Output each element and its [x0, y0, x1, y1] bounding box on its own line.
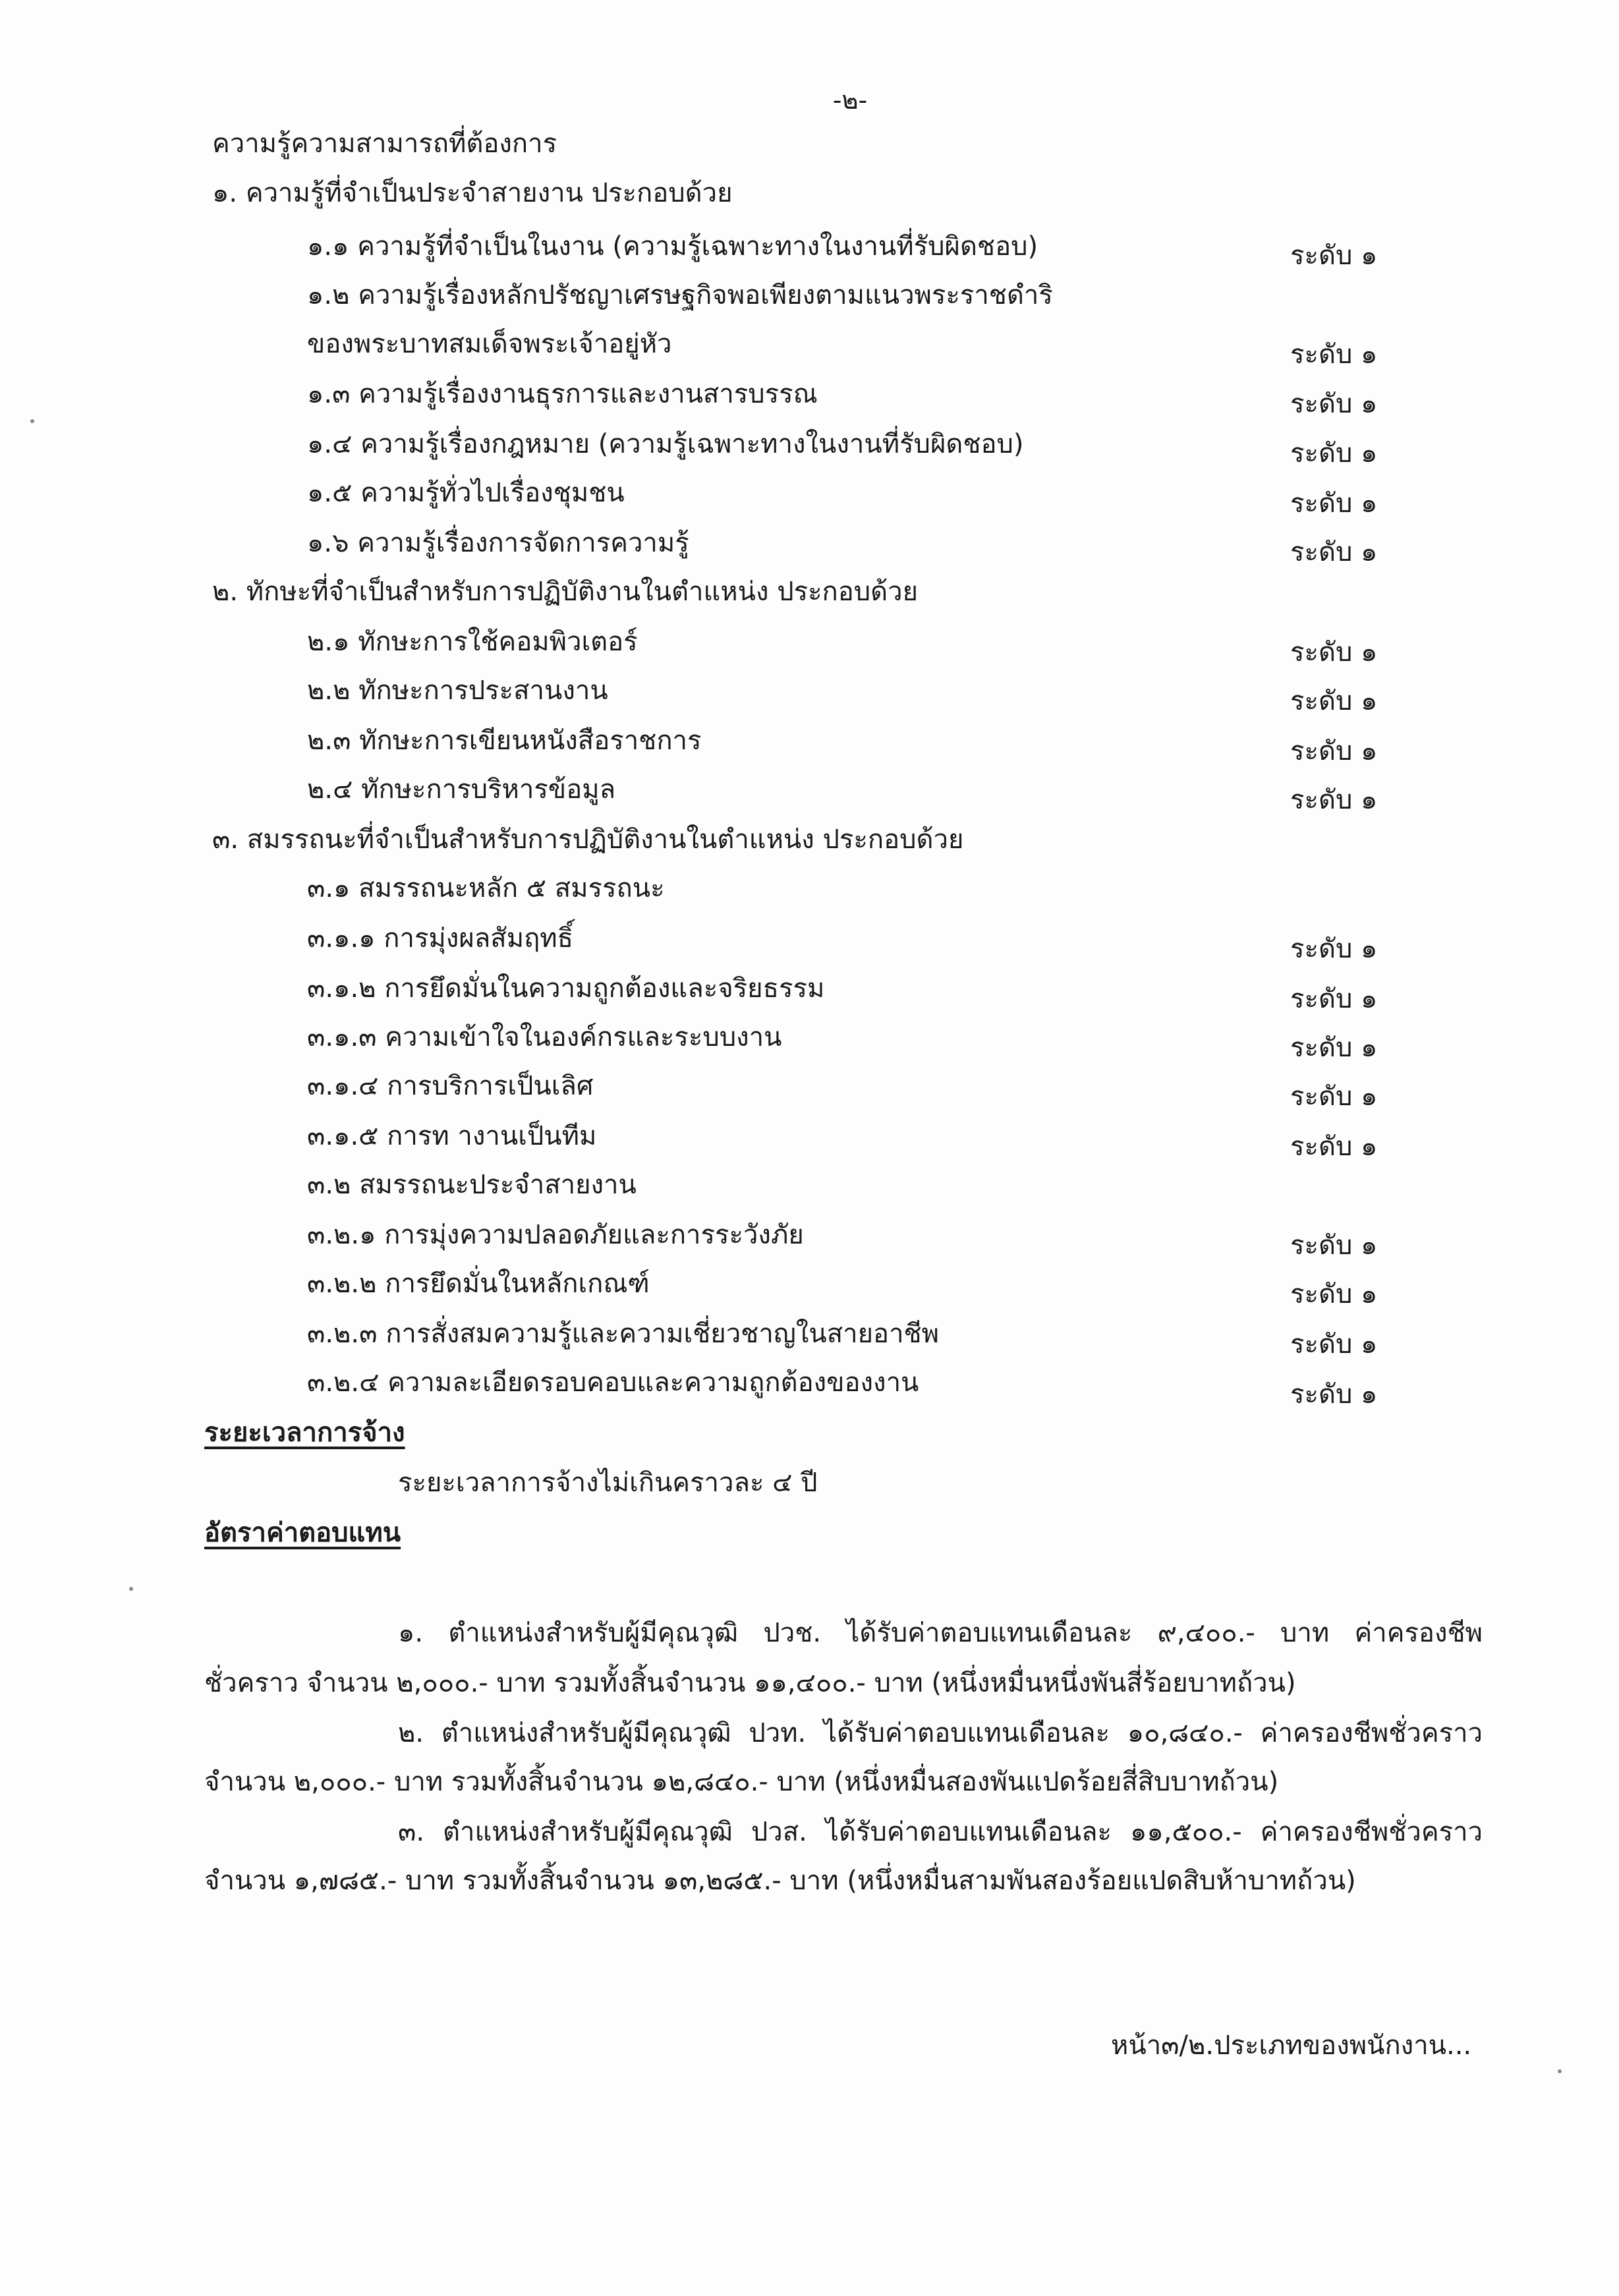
page-number: -๒-: [832, 86, 868, 115]
level-2-3: ระดับ ๑: [1290, 736, 1378, 766]
item-3-1-3: ๓.๑.๓ ความเข้าใจในองค์กรและระบบงาน: [307, 1022, 782, 1052]
item-3-1-5: ๓.๑.๕ การท างานเป็นทีม: [307, 1121, 597, 1151]
item-3-2-3: ๓.๒.๓ การสั่งสมความรู้และความเชี่ยวชาญในสายอาชีพ: [307, 1319, 940, 1349]
item-1-6: ๑.๖ ความรู้เรื่องการจัดการความรู้: [307, 528, 689, 558]
item-3-2-1: ๓.๒.๑ การมุ่งความปลอดภัยและการระวังภัย: [307, 1220, 804, 1250]
level-3-1-4: ระดับ ๑: [1290, 1081, 1378, 1112]
item-1-2-cont: ของพระบาทสมเด็จพระเจ้าอยู่หัว: [307, 329, 672, 359]
item-2-2: ๒.๒ ทักษะการประสานงาน: [307, 675, 608, 706]
section-2-title: ๒. ทักษะที่จำเป็นสำหรับการปฏิบัติงานในตำแหน่ง ประกอบด้วย: [212, 577, 919, 607]
level-3-1-1: ระดับ ๑: [1290, 934, 1378, 964]
item-1-5: ๑.๕ ความรู้ทั่วไปเรื่องชุมชน: [307, 478, 625, 508]
scan-speck: [1558, 2069, 1562, 2073]
compensation-heading: อัตราค่าตอบแทน: [204, 1518, 401, 1548]
item-2-1: ๒.๑ ทักษะการใช้คอมพิวเตอร์: [307, 627, 638, 657]
level-1-6: ระดับ ๑: [1290, 537, 1378, 567]
level-1-1: ระดับ ๑: [1290, 241, 1378, 271]
item-3-1-2: ๓.๑.๒ การยึดมั่นในความถูกต้องและจริยธรรม: [307, 973, 825, 1004]
section-1-title: ๑. ความรู้ที่จำเป็นประจำสายงาน ประกอบด้วย: [212, 178, 733, 208]
compensation-3-line2: จำนวน ๑,๗๘๕.- บาท รวมทั้งสิ้นจำนวน ๑๓,๒๘๕.- บาท (หนึ่งหมื่นสามพันสองร้อยแปดสิบห้าบาทถ้วน): [204, 1866, 1356, 1896]
employment-period-heading: ระยะเวลาการจ้าง: [204, 1418, 405, 1448]
sub-3-2-title: ๓.๒ สมรรถนะประจำสายงาน: [307, 1170, 637, 1200]
level-3-1-2: ระดับ ๑: [1290, 984, 1378, 1014]
level-3-2-3: ระดับ ๑: [1290, 1329, 1378, 1360]
compensation-2-line2: จำนวน ๒,๐๐๐.- บาท รวมทั้งสิ้นจำนวน ๑๒,๘๔๐.- บาท (หนึ่งหมื่นสองพันแปดร้อยสี่สิบบาทถ้วน): [204, 1767, 1279, 1797]
item-3-2-2: ๓.๒.๒ การยึดมั่นในหลักเกณฑ์: [307, 1269, 650, 1299]
level-1-4: ระดับ ๑: [1290, 438, 1378, 469]
sub-3-1-title: ๓.๑ สมรรถนะหลัก ๕ สมรรถนะ: [307, 873, 665, 904]
item-3-1-1: ๓.๑.๑ การมุ่งผลสัมฤทธิ์: [307, 923, 574, 954]
item-1-1: ๑.๑ ความรู้ที่จำเป็นในงาน (ความรู้เฉพาะทางในงานที่รับผิดชอบ): [307, 231, 1038, 262]
item-3-1-4: ๓.๑.๔ การบริการเป็นเลิศ: [307, 1071, 594, 1101]
level-1-3: ระดับ ๑: [1290, 389, 1378, 419]
footer-continuation: หน้า๓/๒.ประเภทของพนักงาน...: [1111, 2030, 1472, 2061]
item-1-4: ๑.๔ ความรู้เรื่องกฎหมาย (ความรู้เฉพาะทางในงานที่รับผิดชอบ): [307, 429, 1024, 459]
section-3-title: ๓. สมรรถนะที่จำเป็นสำหรับการปฏิบัติงานในตำแหน่ง ประกอบด้วย: [212, 824, 964, 855]
level-3-2-4: ระดับ ๑: [1290, 1379, 1378, 1410]
section-title: ความรู้ความสามารถที่ต้องการ: [212, 129, 557, 159]
compensation-3-line1: ๓. ตำแหน่งสำหรับผู้มีคุณวุฒิ ปวส. ได้รับค่าตอบแทนเดือนละ ๑๑,๕๐๐.- ค่าครองชีพชั่วคราว: [398, 1817, 1483, 1847]
item-2-3: ๒.๓ ทักษะการเขียนหนังสือราชการ: [307, 726, 702, 756]
item-1-2: ๑.๒ ความรู้เรื่องหลักปรัชญาเศรษฐกิจพอเพียงตามแนวพระราชดำริ: [307, 280, 1053, 310]
scan-speck: [30, 419, 34, 423]
item-2-4: ๒.๔ ทักษะการบริหารข้อมูล: [307, 774, 616, 805]
scan-speck: [129, 1587, 133, 1591]
item-1-3: ๑.๓ ความรู้เรื่องงานธุรการและงานสารบรรณ: [307, 379, 818, 409]
level-1-2: ระดับ ๑: [1290, 339, 1378, 370]
level-3-1-5: ระดับ ๑: [1290, 1132, 1378, 1162]
level-3-2-2: ระดับ ๑: [1290, 1279, 1378, 1309]
compensation-1-line1: ๑. ตำแหน่งสำหรับผู้มีคุณวุฒิ ปวช. ได้รับค่าตอบแทนเดือนละ ๙,๔๐๐.- บาท ค่าครองชีพ: [398, 1618, 1483, 1648]
employment-period-text: ระยะเวลาการจ้างไม่เกินคราวละ ๔ ปี: [398, 1468, 818, 1498]
level-1-5: ระดับ ๑: [1290, 488, 1378, 519]
level-3-2-1: ระดับ ๑: [1290, 1230, 1378, 1261]
level-2-2: ระดับ ๑: [1290, 686, 1378, 716]
compensation-2-line1: ๒. ตำแหน่งสำหรับผู้มีคุณวุฒิ ปวท. ได้รับค่าตอบแทนเดือนละ ๑๐,๘๔๐.- ค่าครองชีพชั่วคราว: [398, 1718, 1483, 1748]
level-2-4: ระดับ ๑: [1290, 785, 1378, 815]
compensation-1-line2: ชั่วคราว จำนวน ๒,๐๐๐.- บาท รวมทั้งสิ้นจำนวน ๑๑,๔๐๐.- บาท (หนึ่งหมื่นหนึ่งพันสี่ร้อยบาทถ้วน): [204, 1668, 1296, 1698]
level-3-1-3: ระดับ ๑: [1290, 1033, 1378, 1063]
level-2-1: ระดับ ๑: [1290, 637, 1378, 668]
item-3-2-4: ๓.๒.๔ ความละเอียดรอบคอบและความถูกต้องของงาน: [307, 1367, 919, 1398]
